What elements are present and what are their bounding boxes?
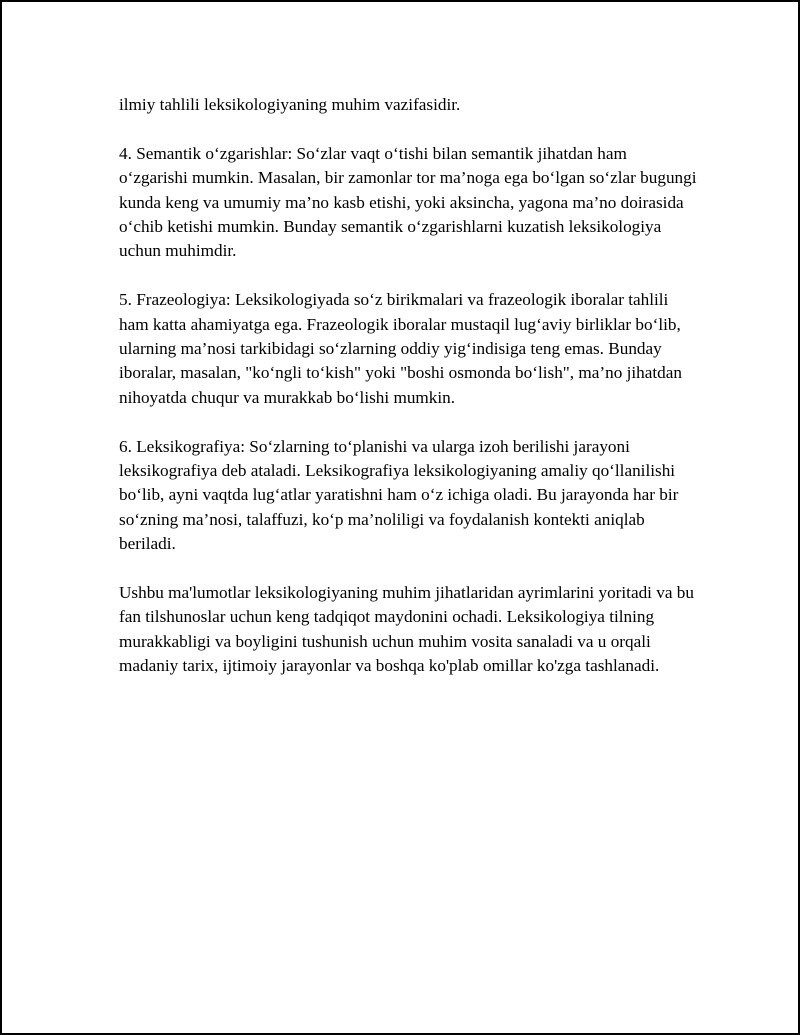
document-body bbox=[119, 93, 699, 703]
paragraph-conclusion: Ushbu ma'lumotlar leksikologiyaning muhim jihatlaridan ayrimlarini yoritadi va bu fan tilshunoslar uchun keng tadqiqot maydonini ochadi. Leksikologiya tilning murakkabligi va boyligini tushunish uchun muhim vosita sanaladi va u orqali madaniy tarix, ijtimoiy jarayonlar va boshqa ko'plab omillar ko'zga tashlanadi. bbox=[119, 583, 694, 676]
paragraph-lexicography: 6. Leksikografiya: So‘zlarning to‘planishi va ularga izoh berilishi jarayoni leksikografiya deb ataladi. Leksikografiya leksikologiyaning amaliy qo‘llanilishi bo‘lib, ayni vaqtda lug‘atlar yaratishni ham o‘z ichiga oladi. Bu jarayonda har bir so‘zning ma’nosi, talaffuzi, ko‘p ma’noliligi va foydalanish kontekti aniqlab beriladi. bbox=[119, 436, 679, 554]
paragraph-phraseology: 5. Frazeologiya: Leksikologiyada so‘z birikmalari va frazeologik iboralar tahlili ham katta ahamiyatga ega. Frazeologik iboralar mustaqil lug‘aviy birliklar bo‘lib, ularning ma’nosi tarkibidagi so‘zlarning oddiy yig‘indisiga teng emas. Bunday iboralar, masalan, "ko‘ngli to‘kish" yoki "boshi osmonda bo‘lish", ma’no jihatdan nihoyatda chuqur va murakkab bo‘lishi mumkin. bbox=[119, 290, 682, 407]
paragraph-continuation: ilmiy tahlili leksikologiyaning muhim vazifasidir. bbox=[119, 95, 461, 114]
paragraph-semantic-changes: 4. Semantik o‘zgarishlar: So‘zlar vaqt o‘tishi bilan semantik jihatdan ham o‘zgarishi mumkin. Masalan, bir zamonlar tor ma’noga ega bo‘lgan so‘zlar bugungi kunda keng va umumiy ma’no kasb etishi, yoki aksincha, yagona ma’no doirasida o‘chib ketishi mumkin. Bunday semantik o‘zgarishlarni kuzatish leksikologiya uchun muhimdir. bbox=[119, 143, 697, 261]
